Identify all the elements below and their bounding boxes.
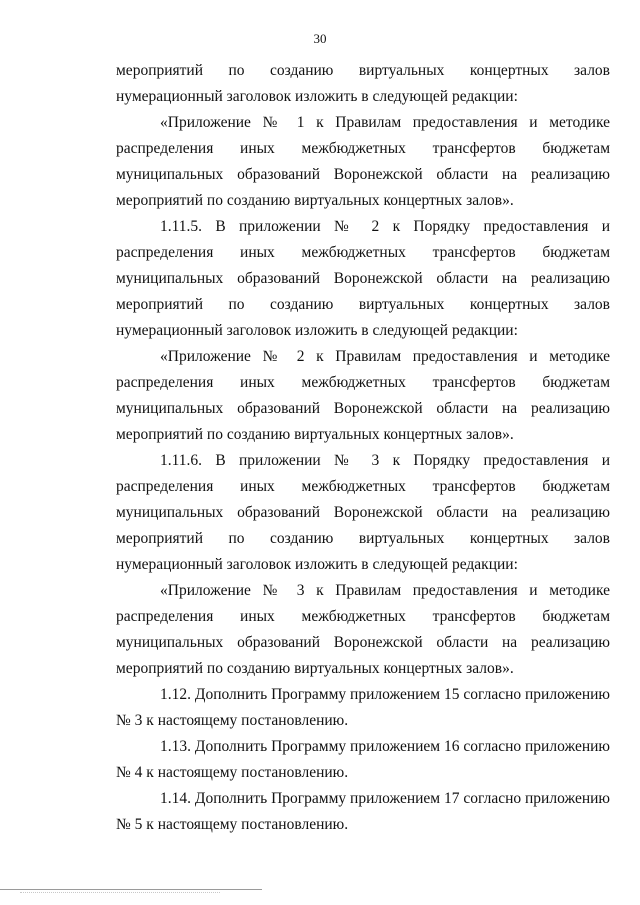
paragraph-1-12: 1.12. Дополнить Программу приложением 15 согласно приложению № 3 к настоящему постановлению. — [116, 686, 610, 729]
paragraph-appendix-3-title: «Приложение № 3 к Правилам предоставления и методике распределения иных межбюджетных трансфертов бюджетам муниципальных образований Воронежской области на реализацию мероприятий по созданию виртуальных концертных залов». — [116, 582, 610, 677]
paragraph-1-11-6: 1.11.6. В приложении № 3 к Порядку предоставления и распределения иных межбюджетных трансфертов бюджетам муниципальных образований Воронежской области на реализацию мероприятий по созданию виртуальных концертных залов нумерационный заголовок изложить в следующей редакции: — [116, 452, 610, 573]
paragraph-1-13: 1.13. Дополнить Программу приложением 16 согласно приложению № 4 к настоящему постановлению. — [116, 738, 610, 781]
paragraph-appendix-2-title: «Приложение № 2 к Правилам предоставления и методике распределения иных межбюджетных трансфертов бюджетам муниципальных образований Воронежской области на реализацию мероприятий по созданию виртуальных концертных залов». — [116, 348, 610, 443]
paragraph-appendix-1-title: «Приложение № 1 к Правилам предоставления и методике распределения иных межбюджетных трансфертов бюджетам муниципальных образований Воронежской области на реализацию мероприятий по созданию виртуальных концертных залов». — [116, 114, 610, 209]
paragraph-1-11-5: 1.11.5. В приложении № 2 к Порядку предоставления и распределения иных межбюджетных трансфертов бюджетам муниципальных образований Воронежской области на реализацию мероприятий по созданию виртуальных концертных залов нумерационный заголовок изложить в следующей редакции: — [116, 218, 610, 339]
footer-rule-dotted — [20, 892, 220, 893]
document-body — [116, 58, 610, 838]
paragraph-1-14: 1.14. Дополнить Программу приложением 17 согласно приложению № 5 к настоящему постановлению. — [116, 790, 610, 833]
paragraph-continuation: мероприятий по созданию виртуальных концертных залов нумерационный заголовок изложить в следующей редакции: — [116, 62, 610, 105]
footer-rule — [0, 889, 262, 890]
page-number: 30 — [313, 31, 327, 46]
